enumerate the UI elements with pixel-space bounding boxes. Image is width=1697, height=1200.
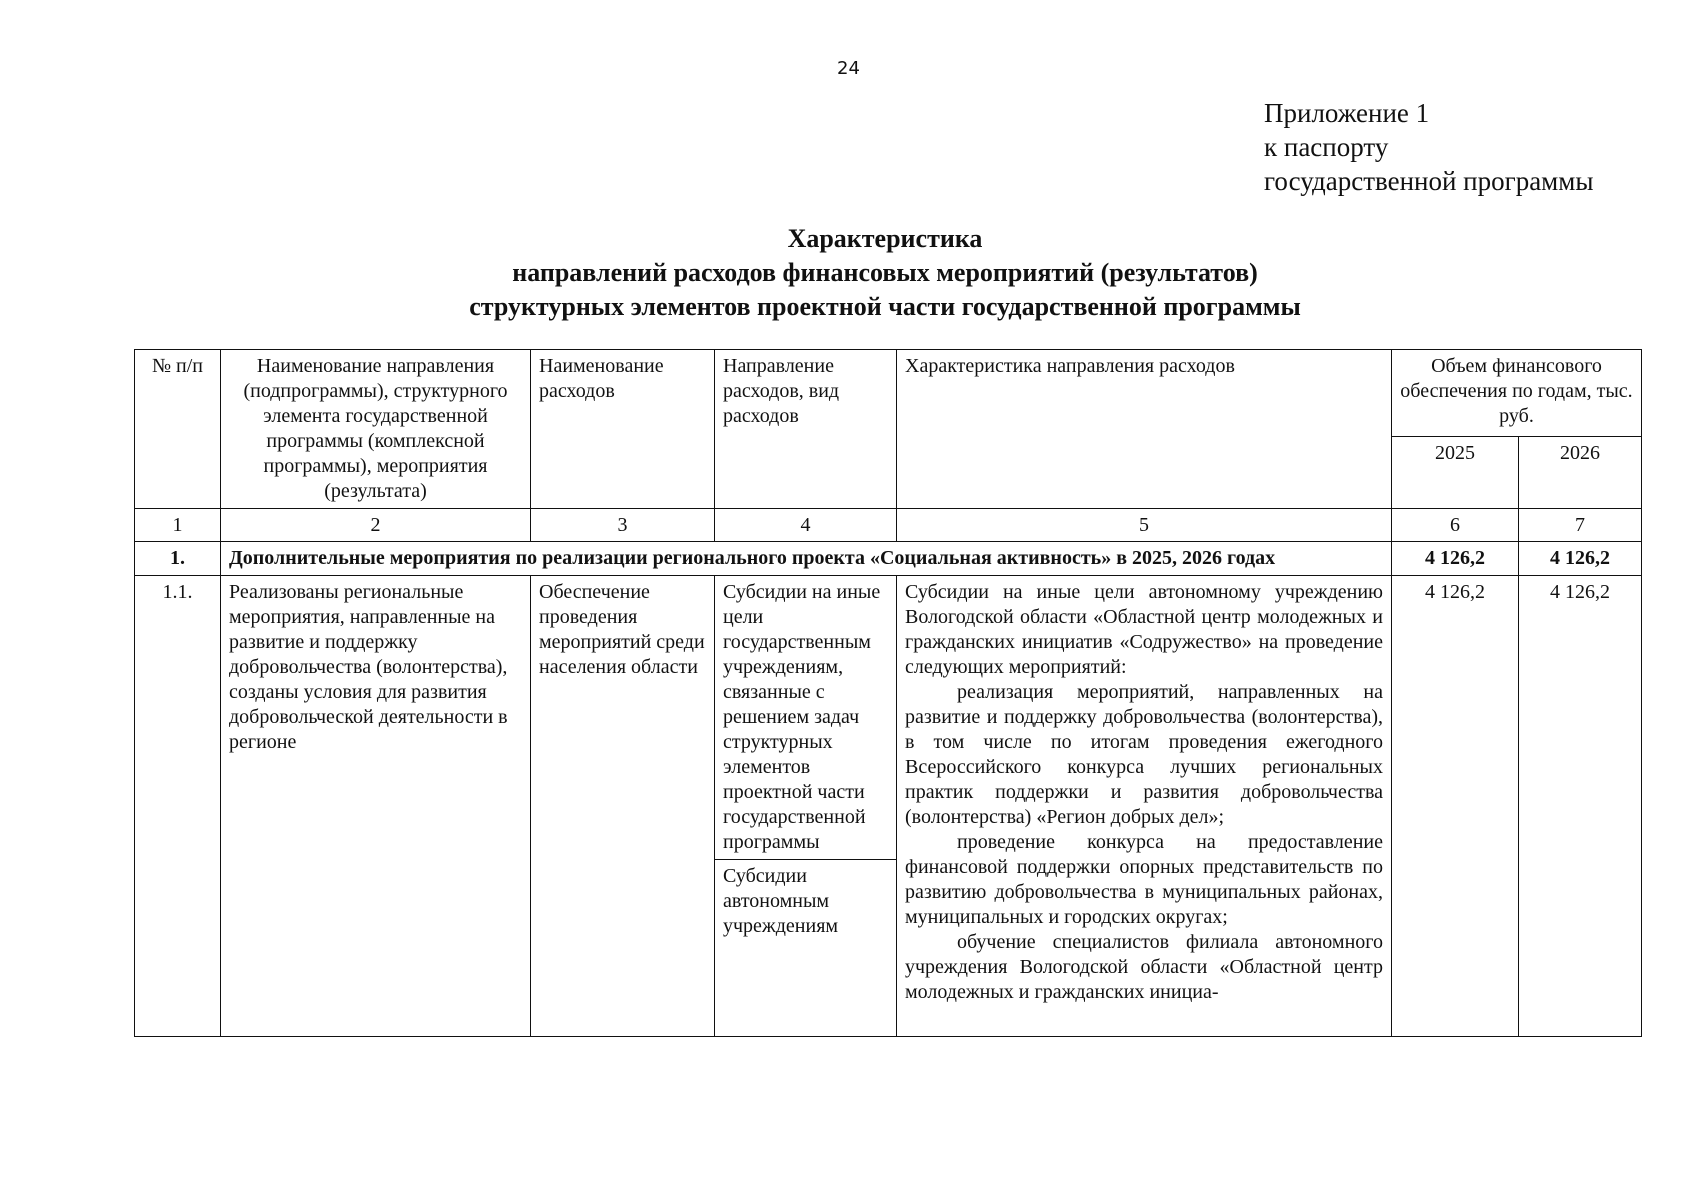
- characteristic-paragraph-1: Субсидии на иные цели автономному учреждению Вологодской области «Областной центр молодежных и гражданских инициатив «Содружество» на проведение следующих мероприятий:: [905, 581, 1383, 678]
- index-cell: 5: [897, 509, 1392, 542]
- index-cell: 2: [221, 509, 531, 542]
- characteristic-paragraph-2: реализация мероприятий, направленных на развитие и поддержку добровольчества (волонтерства), в том числе по итогам проведения ежегодного Всероссийского конкурса лучших региональных практик поддержки и развития добровольчества (волонтерства) «Регион добрых дел»;: [905, 681, 1383, 828]
- section-row: [135, 542, 1642, 576]
- characteristic-paragraph-4: обучение специалистов филиала автономного учреждения Вологодской области «Областной центр молодежных и гражданских инициа-: [905, 931, 1383, 1003]
- section-value-2025: 4 126,2: [1392, 542, 1519, 576]
- appendix-line-3: государственной программы: [1264, 166, 1594, 196]
- title-line-1: Характеристика: [787, 224, 983, 253]
- header-year-2025: 2025: [1392, 437, 1519, 509]
- section-num: 1.: [135, 542, 221, 576]
- appendix-line-2: к паспорту: [1264, 132, 1389, 162]
- header-characteristic: Характеристика направления расходов: [897, 350, 1392, 509]
- appendix-line-1: Приложение 1: [1264, 98, 1430, 128]
- index-cell: 7: [1519, 509, 1642, 542]
- appendix-note: [1264, 96, 1594, 198]
- item-characteristic: [897, 576, 1392, 1037]
- header-expense-name: Наименование расходов: [531, 350, 715, 509]
- characteristic-paragraph-3: проведение конкурса на предоставление финансовой поддержки опорных представительств по развитию добровольчества в муниципальных районах, муниципальных и городских округах;: [905, 831, 1383, 928]
- index-cell: 3: [531, 509, 715, 542]
- header-row: [135, 350, 1642, 437]
- index-cell: 4: [715, 509, 897, 542]
- item-name: Реализованы региональные мероприятия, направленные на развитие и поддержку добровольчества (волонтерства), созданы условия для развития добровольческой деятельности в регионе: [221, 576, 531, 1037]
- item-direction-cell: [715, 576, 897, 1037]
- title-line-2: направлений расходов финансовых мероприятий (результатов): [512, 258, 1258, 287]
- item-value-2025: 4 126,2: [1392, 576, 1519, 1037]
- item-direction-2: Субсидии автономным учреждениям: [723, 865, 839, 937]
- item-value-2026: 4 126,2: [1519, 576, 1642, 1037]
- header-direction: Направление расходов, вид расходов: [715, 350, 897, 509]
- section-title: Дополнительные мероприятия по реализации регионального проекта «Социальная активность» в 2025, 2026 годах: [221, 542, 1392, 576]
- expense-characteristics-table: [134, 349, 1642, 1037]
- header-name: Наименование направления (подпрограммы), структурного элемента государственной программы (комплексной программы), мероприятия (результата): [221, 350, 531, 509]
- section-value-2026: 4 126,2: [1519, 542, 1642, 576]
- header-num: № п/п: [135, 350, 221, 509]
- document-title: [360, 222, 1410, 324]
- header-year-2026: 2026: [1519, 437, 1642, 509]
- title-line-3: структурных элементов проектной части государственной программы: [469, 292, 1301, 321]
- item-expense-name: Обеспечение проведения мероприятий среди населения области: [531, 576, 715, 1037]
- index-cell: 1: [135, 509, 221, 542]
- column-index-row: [135, 509, 1642, 542]
- page-number: 24: [837, 58, 860, 79]
- item-direction-1: Субсидии на иные цели государственным учреждениям, связанные с решением задач структурных элементов проектной части государственной программы: [715, 576, 896, 860]
- item-row: [135, 576, 1642, 1037]
- item-num: 1.1.: [135, 576, 221, 1037]
- header-funding: Объем финансового обеспечения по годам, тыс. руб.: [1392, 350, 1642, 437]
- index-cell: 6: [1392, 509, 1519, 542]
